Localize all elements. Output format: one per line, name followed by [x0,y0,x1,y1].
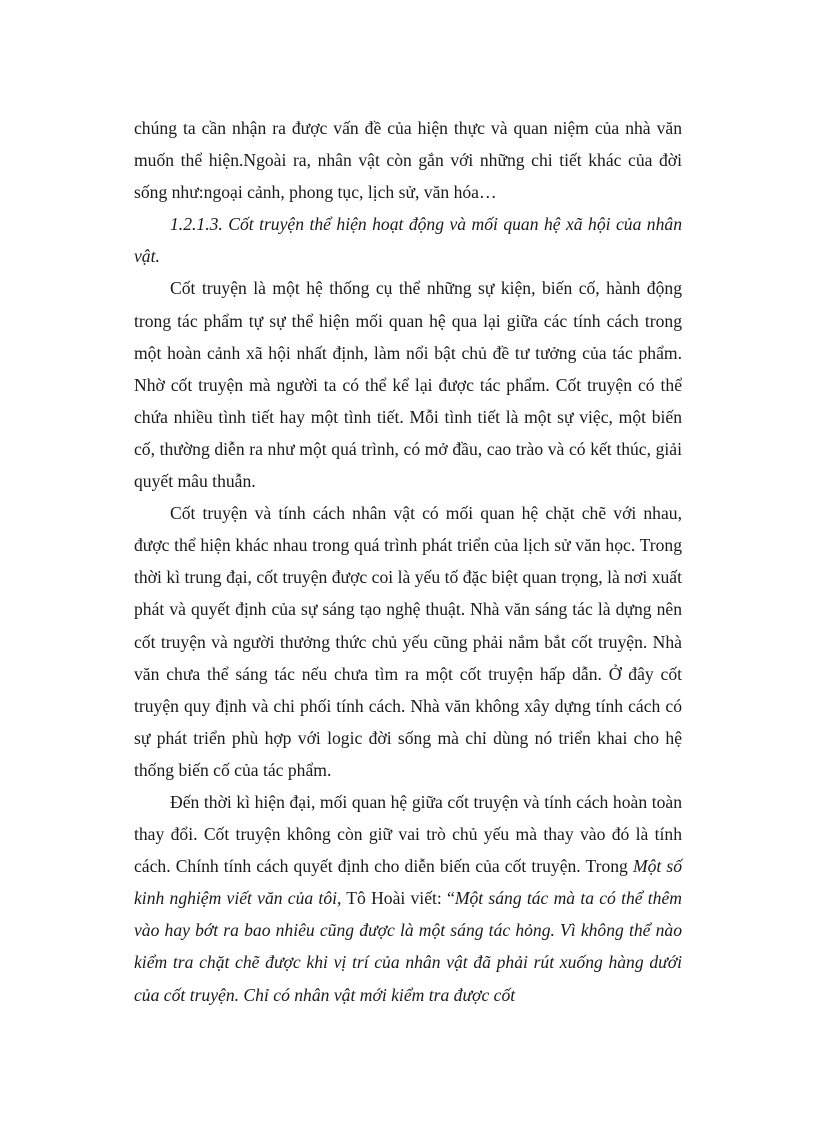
paragraph-modern-era-attribution: , Tô Hoài viết: “ [337,888,455,909]
section-heading-text: 1.2.1.3. Cốt truyện thể hiện hoạt động và mối quan hệ xã hội của nhân vật. [134,214,682,267]
paragraph-continuation: chúng ta cần nhận ra được vấn đề của hiện thực và quan niệm của nhà văn muốn thể hiện.Ngoài ra, nhân vật còn gắn với những chi tiết khác của đời sống như:ngoại cảnh, phong tục, lịch sử, văn hóa… [134,118,682,203]
paragraph-modern-era [134,786,682,1011]
paragraph-modern-era-text: Đến thời kì hiện đại, mối quan hệ giữa cốt truyện và tính cách hoàn toàn thay đổi. Cốt truyện không còn giữ vai trò chủ yếu mà thay vào đó là tính cách. Chính tính cách quyết định cho diễn biến của cốt truyện. Trong [134,791,682,877]
page-body [134,112,682,1011]
quotation: Một sáng tác mà ta có thể thêm vào hay bớt ra bao nhiêu cũng được là một sáng tác hỏng. Vì không thể nào kiểm tra chặt chẽ được khi vị trí của nhân vật đã phải rút xuống hàng dưới của cốt truyện. Chỉ có nhân vật mới kiểm tra được cốt [134,888,682,1005]
section-heading [134,208,682,272]
book-title: Một số kinh nghiệm viết văn của tôi [134,856,683,909]
paragraph-plot-definition: Cốt truyện là một hệ thống cụ thể những sự kiện, biến cố, hành động trong tác phẩm tự sự thể hiện mối quan hệ qua lại giữa các tính cách trong một hoàn cảnh xã hội nhất định, làm nổi bật chủ đề tư tưởng của tác phẩm. Nhờ cốt truyện mà người ta có thể kể lại được tác phẩm. Cốt truyện có thể chứa nhiều tình tiết hay một tình tiết. Mỗi tình tiết là một sự việc, một biến cố, thường diễn ra như một quá trình, có mở đầu, cao trào và có kết thúc, giải quyết mâu thuẫn. [134,278,682,492]
paragraph-plot-character-relation: Cốt truyện và tính cách nhân vật có mối quan hệ chặt chẽ với nhau, được thể hiện khác nhau trong quá trình phát triển của lịch sử văn học. Trong thời kì trung đại, cốt truyện được coi là yếu tố đặc biệt quan trọng, là nơi xuất phát và quyết định của sự sáng tạo nghệ thuật. Nhà văn sáng tác là dựng nên cốt truyện và người thưởng thức chủ yếu cũng phải nắm bắt cốt truyện. Nhà văn chưa thể sáng tác nếu chưa tìm ra một cốt truyện hấp dẫn. Ở đây cốt truyện quy định và chi phối tính cách. Nhà văn không xây dựng tính cách có sự phát triển phù hợp với logic đời sống mà chỉ dùng nó triển khai cho hệ thống biến cố của tác phẩm. [134,503,682,780]
